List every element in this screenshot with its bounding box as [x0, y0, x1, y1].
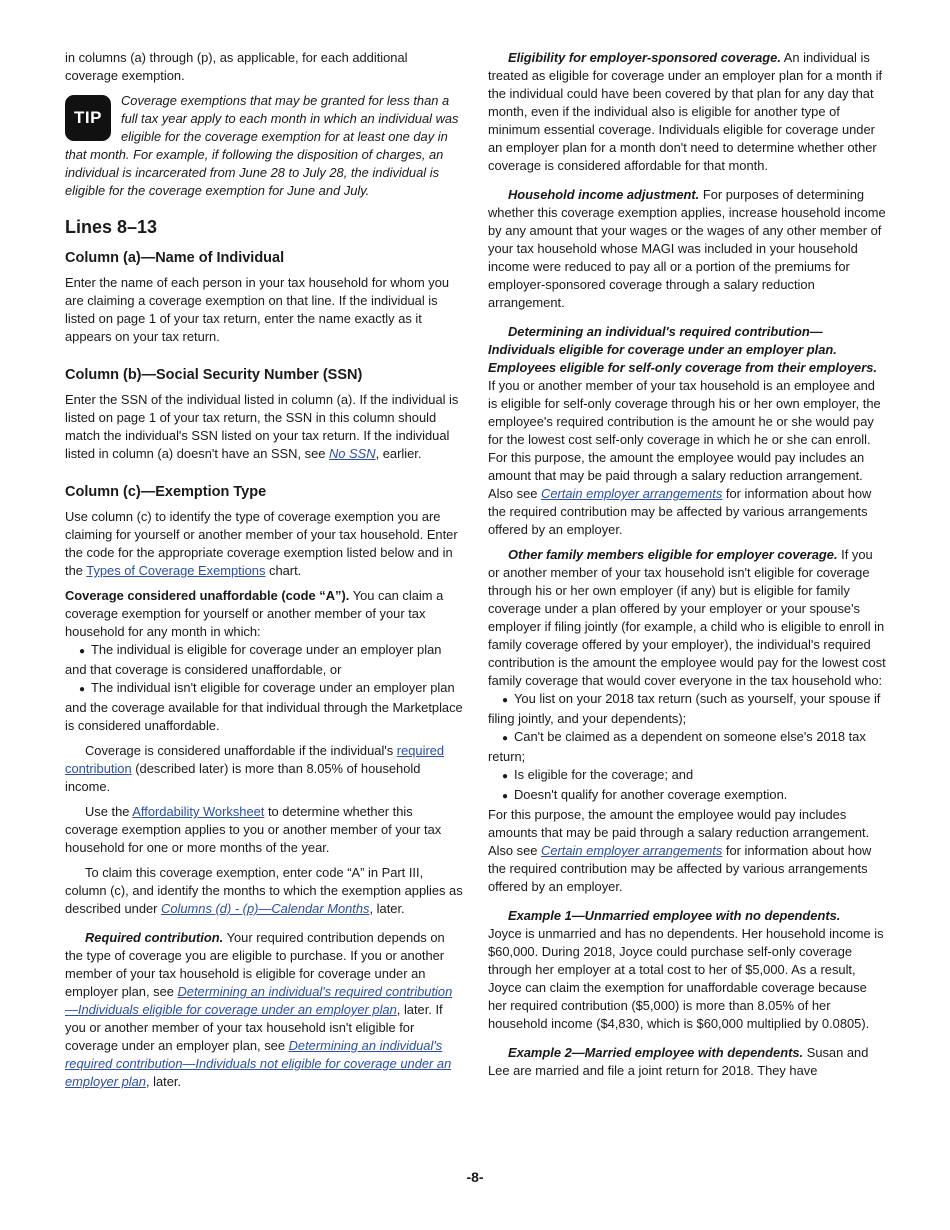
tip-icon: TIP [65, 95, 111, 141]
certain-employer-arrangements-link-2[interactable]: Certain employer arrangements [541, 843, 723, 858]
bullet-icon: ● [501, 771, 508, 782]
not-eligible-employer-plan-link[interactable]: Determining an individual's required contribution—Individuals not eligible for coverage under an employer plan [65, 1038, 452, 1089]
other-family-bullets [488, 690, 886, 806]
required-contribution-paragraph: Required contribution. Your required contribution depends on the type of coverage you are eligible to purchase. If you or another member of your tax household is eligible for coverage under an employer plan, see Determining an individual's required contribution—Individuals eligible for coverage under an employer plan, later. If you or another member of your tax household isn't eligible for coverage under an employer plan, see Determining an individual's required contribution—Individuals not eligible for coverage under an employer plan, later. [65, 930, 453, 1089]
example-2-paragraph: Example 2—Married employee with dependents. Susan and Lee are married and file a joint return for 2018. They have [488, 1045, 869, 1078]
required-contribution-title: Required contribution. [85, 930, 224, 945]
unaffordable-definition: Coverage is considered unaffordable if the individual's required contribution (described later) is more than 8.05% of household income. [65, 743, 445, 794]
example-1-title-line [488, 907, 886, 925]
lines-heading: Lines 8–13 [65, 217, 158, 237]
household-income-paragraph: Household income adjustment. For purposes of determining whether this coverage exemption applies, increase household income by any amount that your wages or the wages of any other member of your tax household whose MAGI was included in your household income were reduced to pay all or a portion of the premiums for employer-sponsored coverage through a salary reduction arrangement. [488, 187, 886, 310]
eligibility-title: Eligibility for employer-sponsored coverage. [508, 50, 781, 65]
tip-text: Coverage exemptions that may be granted for less than a full tax year apply to each month in which an individual was eligible for the coverage exemption for at least one day in that month. For example, if following the disposition of charges, an individual is incarcerated from June 28 to July 28, the individual is eligible for the coverage exemption for June and July. [65, 93, 459, 198]
affordability-worksheet-link[interactable]: Affordability Worksheet [132, 804, 265, 819]
no-ssn-link[interactable]: No SSN [329, 446, 376, 461]
column-a-heading: Column (a)—Name of Individual [65, 250, 285, 266]
example-1-title: Example 1—Unmarried employee with no dependents. [508, 908, 841, 923]
right-column [488, 49, 886, 1087]
intro-text: in columns (a) through (p), as applicable, for each additional coverage exemption. [65, 50, 408, 83]
tip-box [65, 92, 463, 200]
unaffordable-title: Coverage considered unaffordable (code “A”). [65, 588, 350, 603]
salary-reduction-paragraph: For this purpose, the amount the employee would pay includes amounts that may be paid through a salary reduction arrangement. Also see Certain employer arrangements for information about how the required contribution may be affected by various arrangements offered by an employer. [488, 807, 872, 894]
example-1-text: Joyce is unmarried and has no dependents. Her household income is $60,000. During 2018, Joyce could purchase self-only coverage through her employer at a total cost to her of $5,000. As a result, Joyce can claim the exemption for unaffordable coverage because her required contribution ($5,000) is more than 8.05% of her household income ($4,830, which is $60,000 multiplied by 0.0805). [488, 926, 884, 1031]
household-income-title: Household income adjustment. [508, 187, 700, 202]
other-family-paragraph: Other family members eligible for employer coverage. If you or another member of your tax household isn't eligible for coverage through his or her own employer (if any) but is eligible for family coverage under a plan offered by your employer or your spouse's employer if filing jointly (for example, a child who is eligible to enroll in family coverage offered by your employer), the individual's required contribution is the amount the employee would pay for the lowest cost family coverage that would cover everyone in the tax household who: [488, 547, 886, 688]
unaffordable-bullets [65, 641, 463, 735]
list-item: ● The individual isn't eligible for coverage under an employer plan and the coverage available for that individual through the Marketplace is considered unaffordable. [65, 680, 463, 733]
left-column [65, 49, 463, 1098]
example-2-title: Example 2—Married employee with dependents. [508, 1045, 804, 1060]
bullet-icon: ● [501, 695, 508, 706]
affordability-worksheet-paragraph: Use the Affordability Worksheet to determine whether this coverage exemption applies to you or another member of your tax household for one or more months of the year. [65, 804, 442, 855]
column-a-text: Enter the name of each person in your tax household for whom you are claiming a coverage exemption on that line. If the individual is listed on page 1 of your tax return, enter the name exactly as it appears on your tax return. [65, 275, 450, 344]
list-item: ● Doesn't qualify for another coverage exemption. [488, 786, 886, 806]
list-item: ● You list on your 2018 tax return (such as yourself, your spouse if filing jointly, and your dependents); [488, 691, 881, 726]
column-b-text: Enter the SSN of the individual listed in column (a). If the individual is listed on page 1 of your tax return, the SSN in this column should match the individual's SSN listed on your tax return. If the individual listed in column (a) doesn't have an SSN, see No SSN, earlier. [65, 392, 459, 461]
list-item: ● Is eligible for the coverage; and [488, 766, 886, 786]
page-number: -8- [466, 1169, 484, 1185]
bullet-icon: ● [501, 733, 508, 744]
claim-code-a-paragraph: To claim this coverage exemption, enter code “A” in Part III, column (c), and identify the months to which the exemption applies as described under Columns (d) - (p)—Calendar Months, later. [65, 865, 463, 916]
bullet-icon: ● [78, 684, 85, 695]
other-family-title: Other family members eligible for employer coverage. [508, 547, 838, 562]
eligibility-paragraph: Eligibility for employer-sponsored coverage. An individual is treated as eligible for coverage under an employer plan for a month if the individual could have been covered by that plan for any day that month, even if the individual also is eligible for another type of minimum essential coverage. Individuals eligible for coverage under an employer plan for a month don't need to determine whether other coverage is considered affordable for that month. [488, 50, 883, 173]
certain-employer-arrangements-link[interactable]: Certain employer arrangements [541, 486, 723, 501]
determining-contribution-paragraph: Determining an individual's required contribution—Individuals eligible for coverage under an employer plan. Employees eligible for self-only coverage from their employers. If you or another member of your tax household is an employee and is eligible for self-only coverage through his or her own employer, the employee's required contribution is the amount he or she would pay for the lowest cost self-only coverage in which he or she can enroll. For this purpose, the amount the employee would pay includes an amount that may be paid through a salary reduction arrangement. Also see Certain employer arrangements for information about how the required contribution may be affected by various arrangements offered by an employer. [488, 324, 881, 537]
column-c-text: Use column (c) to identify the type of coverage exemption you are claiming for yourself or another member of your tax household. Enter the code for the appropriate coverage exemption listed below and in the Types of Coverage Exemptions chart. [65, 509, 458, 578]
required-contribution-link[interactable]: required contribution [65, 743, 445, 776]
column-c-heading: Column (c)—Exemption Type [65, 484, 267, 500]
list-item: ● The individual is eligible for coverage under an employer plan and that coverage is considered unaffordable, or [65, 642, 442, 677]
determining-contribution-title: Determining an individual's required contribution—Individuals eligible for coverage under an employer plan. Employees eligible for self-only coverage from their employers. [488, 324, 877, 375]
unaffordable-paragraph: Coverage considered unaffordable (code “A”). You can claim a coverage exemption for yourself or another member of your tax household for any month in which: [65, 588, 444, 639]
bullet-icon: ● [78, 646, 85, 657]
column-b-heading: Column (b)—Social Security Number (SSN) [65, 367, 363, 383]
eligible-employer-plan-link[interactable]: Determining an individual's required contribution—Individuals eligible for coverage under an employer plan [65, 984, 453, 1017]
bullet-icon: ● [501, 791, 508, 802]
list-item: ● Can't be claimed as a dependent on someone else's 2018 tax return; [488, 729, 866, 764]
types-of-coverage-exemptions-link[interactable]: Types of Coverage Exemptions [86, 563, 266, 578]
calendar-months-link[interactable]: Columns (d) - (p)—Calendar Months [161, 901, 370, 916]
